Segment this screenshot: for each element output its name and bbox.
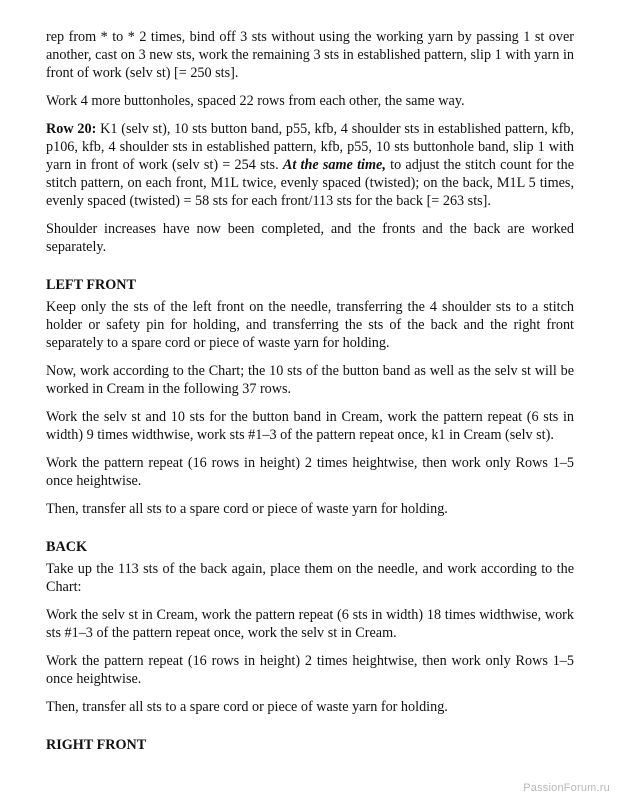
left-front-paragraph-5: Then, transfer all sts to a spare cord or piece of waste yarn for holding. [46, 501, 448, 517]
document-page [46, 28, 574, 758]
row-20-text-a: K1 (selv st), 10 sts button band, p55, kfb, 4 shoulder sts in established pattern, kfb, p106, kfb, 4 shoulder sts in established pattern, kfb, p55, 10 sts buttonhole band, slip 1 with yarn in front of work (selv st) = 254 sts. [46, 121, 575, 173]
heading-right-front: RIGHT FRONT [46, 737, 147, 753]
paragraph-shoulder-complete: Shoulder increases have now been completed, and the fronts and the back are worked separately. [46, 221, 574, 255]
heading-left-front: LEFT FRONT [46, 277, 137, 293]
paragraph-more-buttonholes: Work 4 more buttonholes, spaced 22 rows from each other, the same way. [46, 93, 465, 109]
back-paragraph-2: Work the selv st in Cream, work the pattern repeat (6 sts in width) 18 times widthwise, work sts #1–3 of the pattern repeat once, work the selv st in Cream. [46, 607, 574, 641]
left-front-paragraph-4: Work the pattern repeat (16 rows in height) 2 times heightwise, then work only Rows 1–5 once heightwise. [46, 455, 574, 489]
watermark: PassionForum.ru [523, 782, 610, 794]
row-20-emphasis: At the same time, [282, 157, 386, 173]
heading-back: BACK [46, 539, 87, 555]
left-front-paragraph-1: Keep only the sts of the left front on the needle, transferring the 4 shoulder sts to a stitch holder or safety pin for holding, and transferring the sts of the back and the right front separately to a spare cord or piece of waste yarn for holding. [46, 299, 574, 351]
back-paragraph-4: Then, transfer all sts to a spare cord or piece of waste yarn for holding. [46, 699, 448, 715]
left-front-paragraph-2: Now, work according to the Chart; the 10 sts of the button band as well as the selv st will be worked in Cream in the following 37 rows. [46, 363, 574, 397]
row-20-label: Row 20: [46, 121, 97, 137]
row-20-text-b: to adjust the stitch count for the stitch pattern, on each front, M1L twice, evenly spaced (twisted); on the back, M1L 5 times, evenly spaced (twisted) = 58 sts for each front/113 sts for the back [= 263 sts]. [46, 157, 575, 209]
back-paragraph-3: Work the pattern repeat (16 rows in height) 2 times heightwise, then work only Rows 1–5 once heightwise. [46, 653, 574, 687]
paragraph-buttonhole-rep: rep from * to * 2 times, bind off 3 sts without using the working yarn by passing 1 st over another, cast on 3 new sts, work the remaining 3 sts in established pattern, slip 1 with yarn in front of work (selv st) [= 250 sts]. [46, 29, 574, 81]
left-front-paragraph-3: Work the selv st and 10 sts for the button band in Cream, work the pattern repeat (6 sts in width) 9 times widthwise, work sts #1–3 of the pattern repeat once, k1 in Cream (selv st). [46, 409, 574, 443]
paragraph-row-20 [46, 120, 574, 210]
back-paragraph-1: Take up the 113 sts of the back again, place them on the needle, and work according to the Chart: [46, 561, 574, 595]
